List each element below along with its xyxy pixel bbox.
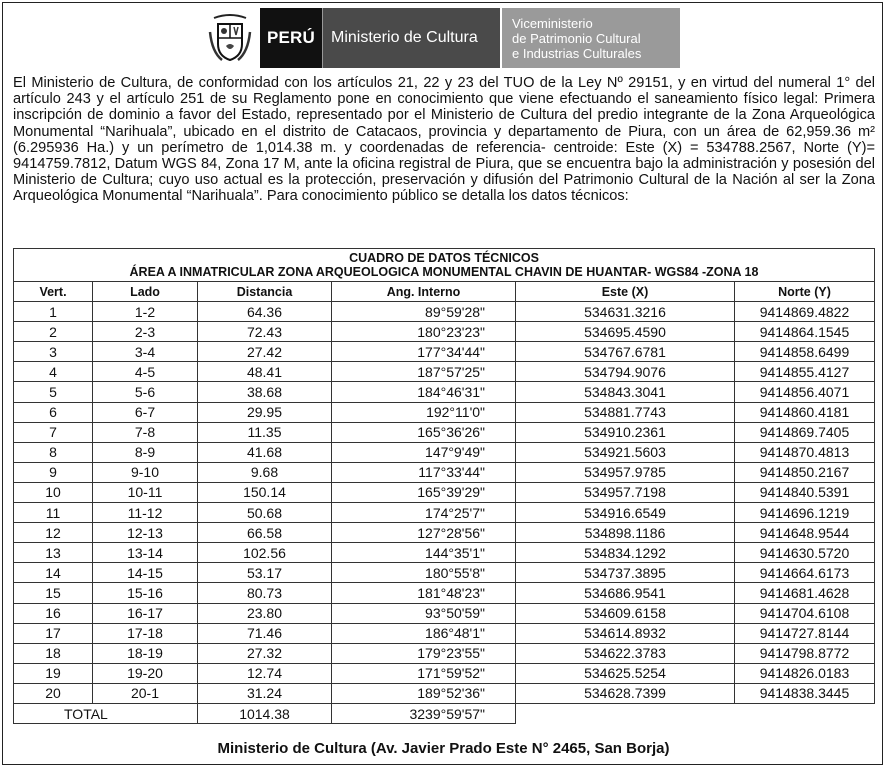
cell-lado: 4-5 xyxy=(93,362,198,382)
cell-lado: 9-10 xyxy=(93,462,198,482)
cell-norte: 9414869.7405 xyxy=(735,422,875,442)
cell-distancia: 27.32 xyxy=(198,643,332,663)
cell-lado: 15-16 xyxy=(93,583,198,603)
vice-ministry-label xyxy=(500,8,680,68)
cell-ang-interno: 144°35'1" xyxy=(332,543,516,563)
table-row xyxy=(14,563,875,583)
cell-este: 534695.4590 xyxy=(516,322,735,342)
cell-lado: 1-2 xyxy=(93,302,198,322)
cell-este: 534614.8932 xyxy=(516,623,735,643)
cell-lado: 7-8 xyxy=(93,422,198,442)
cell-distancia: 9.68 xyxy=(198,462,332,482)
table-row xyxy=(14,422,875,442)
cell-ang-interno: 165°39'29" xyxy=(332,482,516,502)
cell-vert: 19 xyxy=(14,663,93,683)
table-row xyxy=(14,583,875,603)
table-row xyxy=(14,623,875,643)
cell-norte: 9414855.4127 xyxy=(735,362,875,382)
cell-ang-interno: 179°23'55" xyxy=(332,643,516,663)
total-empty-cell xyxy=(516,703,875,723)
cell-lado: 16-17 xyxy=(93,603,198,623)
cell-vert: 13 xyxy=(14,543,93,563)
cell-distancia: 66.58 xyxy=(198,523,332,543)
cell-norte: 9414850.2167 xyxy=(735,462,875,482)
table-row xyxy=(14,442,875,462)
cell-este: 534898.1186 xyxy=(516,523,735,543)
cell-norte: 9414860.4181 xyxy=(735,402,875,422)
cell-ang-interno: 186°48'1" xyxy=(332,623,516,643)
cell-norte: 9414840.5391 xyxy=(735,482,875,502)
cell-norte: 9414838.3445 xyxy=(735,683,875,703)
table-row xyxy=(14,302,875,322)
cell-lado: 5-6 xyxy=(93,382,198,402)
cell-lado: 11-12 xyxy=(93,503,198,523)
cell-norte: 9414727.8144 xyxy=(735,623,875,643)
cell-vert: 17 xyxy=(14,623,93,643)
cell-distancia: 12.74 xyxy=(198,663,332,683)
cell-distancia: 41.68 xyxy=(198,442,332,462)
total-row xyxy=(14,703,875,723)
table-row xyxy=(14,342,875,362)
cell-este: 534625.5254 xyxy=(516,663,735,683)
cell-ang-interno: 177°34'44" xyxy=(332,342,516,362)
cell-este: 534910.2361 xyxy=(516,422,735,442)
col-norte: Norte (Y) xyxy=(735,282,875,302)
cell-vert: 18 xyxy=(14,643,93,663)
table-row xyxy=(14,663,875,683)
table-row xyxy=(14,482,875,502)
cell-distancia: 27.42 xyxy=(198,342,332,362)
table-subtitle-line: ÁREA A INMATRICULAR ZONA ARQUEOLOGICA MONUMENTAL CHAVIN DE HUANTAR- WGS84 -ZONA 18 xyxy=(129,265,759,279)
vice-line: e Industrias Culturales xyxy=(512,45,642,61)
cell-vert: 9 xyxy=(14,462,93,482)
cell-distancia: 38.68 xyxy=(198,382,332,402)
cell-distancia: 50.68 xyxy=(198,503,332,523)
cell-norte: 9414826.0183 xyxy=(735,663,875,683)
cell-ang-interno: 180°55'8" xyxy=(332,563,516,583)
cell-ang-interno: 187°57'25" xyxy=(332,362,516,382)
ministry-label: Ministerio de Cultura xyxy=(322,8,500,68)
col-distancia: Distancia xyxy=(198,282,332,302)
cell-este: 534609.6158 xyxy=(516,603,735,623)
cell-lado: 14-15 xyxy=(93,563,198,583)
cell-norte: 9414858.6499 xyxy=(735,342,875,362)
table-row xyxy=(14,402,875,422)
cell-ang-interno: 184°46'31" xyxy=(332,382,516,402)
table-title-line: CUADRO DE DATOS TÉCNICOS xyxy=(349,251,539,265)
cell-norte: 9414864.1545 xyxy=(735,322,875,342)
cell-vert: 15 xyxy=(14,583,93,603)
cell-ang-interno: 180°23'23" xyxy=(332,322,516,342)
cell-norte: 9414798.8772 xyxy=(735,643,875,663)
cell-ang-interno: 174°25'7" xyxy=(332,503,516,523)
cell-este: 534957.9785 xyxy=(516,462,735,482)
col-ang-interno: Ang. Interno xyxy=(332,282,516,302)
cell-este: 534921.5603 xyxy=(516,442,735,462)
cell-ang-interno: 127°28'56" xyxy=(332,523,516,543)
table-row xyxy=(14,362,875,382)
table-row xyxy=(14,523,875,543)
cell-distancia: 72.43 xyxy=(198,322,332,342)
cell-este: 534628.7399 xyxy=(516,683,735,703)
cell-distancia: 150.14 xyxy=(198,482,332,502)
cell-este: 534881.7743 xyxy=(516,402,735,422)
footer-address: Ministerio de Cultura (Av. Javier Prado Este N° 2465, San Borja) xyxy=(217,740,670,757)
table-header-row xyxy=(14,282,875,302)
col-este: Este (X) xyxy=(516,282,735,302)
table-row xyxy=(14,543,875,563)
cell-ang-interno: 192°11'0" xyxy=(332,402,516,422)
cell-norte: 9414681.4628 xyxy=(735,583,875,603)
cell-ang-interno: 89°59'28" xyxy=(332,302,516,322)
cell-norte: 9414704.6108 xyxy=(735,603,875,623)
table-row xyxy=(14,503,875,523)
cell-vert: 6 xyxy=(14,402,93,422)
col-lado: Lado xyxy=(93,282,198,302)
col-vert: Vert. xyxy=(14,282,93,302)
cell-distancia: 102.56 xyxy=(198,543,332,563)
intro-paragraph: El Ministerio de Cultura, de conformidad con los artículos 21, 22 y 23 del TUO de la Ley Nº 29151, y en virtud del numeral 1° del artículo 243 y el artículo 251 de su Reglamento pone en conocimiento que viene efectuando el saneamiento físico legal: Primera inscripción de dominio a favor del Estado, representado por el Ministerio de Cultura del predio integrante de la Zona Arqueológica Monumental “Narihuala”, ubicado en el distrito de Catacaos, provincia y departamento de Piura, con un área de 62,959.36 m² (6.295936 Ha.) y un perímetro de 1,014.38 m. y coordenadas de referencia- centroide: Este (X) = 534788.2567, Norte (Y)= 9414759.7812, Datum WGS 84, Zona 17 M, ante la oficina registral de Piura, que se encuentra bajo la administración y posesión del Ministerio de Cultura; cuyo uso actual es la protección, preservación y difusión del Patrimonio Cultural de la Nación al ser la Zona Arqueológica Monumental “Narihuala”. Para conocimiento público se detalla los datos técnicos: xyxy=(13,75,875,205)
cell-distancia: 53.17 xyxy=(198,563,332,583)
vice-line: de Patrimonio Cultural xyxy=(512,30,641,46)
table-row xyxy=(14,322,875,342)
cell-norte: 9414664.6173 xyxy=(735,563,875,583)
cell-norte: 9414869.4822 xyxy=(735,302,875,322)
cell-vert: 4 xyxy=(14,362,93,382)
cell-vert: 3 xyxy=(14,342,93,362)
cell-distancia: 11.35 xyxy=(198,422,332,442)
cell-ang-interno: 165°36'26" xyxy=(332,422,516,442)
table-title-row xyxy=(14,249,875,282)
technical-data-table xyxy=(13,248,875,724)
cell-ang-interno: 93°50'59" xyxy=(332,603,516,623)
cell-vert: 10 xyxy=(14,482,93,502)
table-row xyxy=(14,603,875,623)
cell-norte: 9414630.5720 xyxy=(735,543,875,563)
table-row xyxy=(14,683,875,703)
ministry-header xyxy=(204,8,680,68)
cell-vert: 20 xyxy=(14,683,93,703)
peru-label: PERÚ xyxy=(260,8,322,68)
table-row xyxy=(14,462,875,482)
cell-norte: 9414648.9544 xyxy=(735,523,875,543)
table-row xyxy=(14,643,875,663)
cell-este: 534631.3216 xyxy=(516,302,735,322)
cell-distancia: 64.36 xyxy=(198,302,332,322)
peru-coat-of-arms-icon xyxy=(204,8,256,68)
cell-lado: 12-13 xyxy=(93,523,198,543)
cell-este: 534957.7198 xyxy=(516,482,735,502)
cell-lado: 2-3 xyxy=(93,322,198,342)
cell-vert: 7 xyxy=(14,422,93,442)
cell-vert: 8 xyxy=(14,442,93,462)
total-angle: 3239°59'57" xyxy=(332,703,516,723)
cell-lado: 6-7 xyxy=(93,402,198,422)
cell-vert: 2 xyxy=(14,322,93,342)
cell-distancia: 48.41 xyxy=(198,362,332,382)
vice-line: Viceministerio xyxy=(512,15,593,31)
cell-vert: 1 xyxy=(14,302,93,322)
cell-este: 534622.3783 xyxy=(516,643,735,663)
cell-lado: 20-1 xyxy=(93,683,198,703)
cell-ang-interno: 189°52'36" xyxy=(332,683,516,703)
cell-vert: 12 xyxy=(14,523,93,543)
table-row xyxy=(14,382,875,402)
cell-ang-interno: 117°33'44" xyxy=(332,462,516,482)
cell-vert: 16 xyxy=(14,603,93,623)
total-distance: 1014.38 xyxy=(198,703,332,723)
cell-norte: 9414856.4071 xyxy=(735,382,875,402)
cell-distancia: 71.46 xyxy=(198,623,332,643)
total-label: TOTAL xyxy=(14,703,198,723)
cell-lado: 18-19 xyxy=(93,643,198,663)
cell-distancia: 29.95 xyxy=(198,402,332,422)
cell-distancia: 31.24 xyxy=(198,683,332,703)
cell-ang-interno: 147°9'49" xyxy=(332,442,516,462)
cell-lado: 10-11 xyxy=(93,482,198,502)
cell-lado: 3-4 xyxy=(93,342,198,362)
cell-vert: 11 xyxy=(14,503,93,523)
cell-este: 534686.9541 xyxy=(516,583,735,603)
cell-este: 534737.3895 xyxy=(516,563,735,583)
cell-vert: 14 xyxy=(14,563,93,583)
cell-ang-interno: 171°59'52" xyxy=(332,663,516,683)
cell-este: 534834.1292 xyxy=(516,543,735,563)
cell-norte: 9414696.1219 xyxy=(735,503,875,523)
cell-distancia: 80.73 xyxy=(198,583,332,603)
cell-norte: 9414870.4813 xyxy=(735,442,875,462)
cell-distancia: 23.80 xyxy=(198,603,332,623)
table-body xyxy=(14,302,875,704)
cell-este: 534794.9076 xyxy=(516,362,735,382)
cell-este: 534916.6549 xyxy=(516,503,735,523)
cell-lado: 13-14 xyxy=(93,543,198,563)
cell-este: 534843.3041 xyxy=(516,382,735,402)
table-title xyxy=(14,249,875,282)
cell-lado: 17-18 xyxy=(93,623,198,643)
cell-ang-interno: 181°48'23" xyxy=(332,583,516,603)
cell-lado: 19-20 xyxy=(93,663,198,683)
cell-este: 534767.6781 xyxy=(516,342,735,362)
cell-lado: 8-9 xyxy=(93,442,198,462)
cell-vert: 5 xyxy=(14,382,93,402)
